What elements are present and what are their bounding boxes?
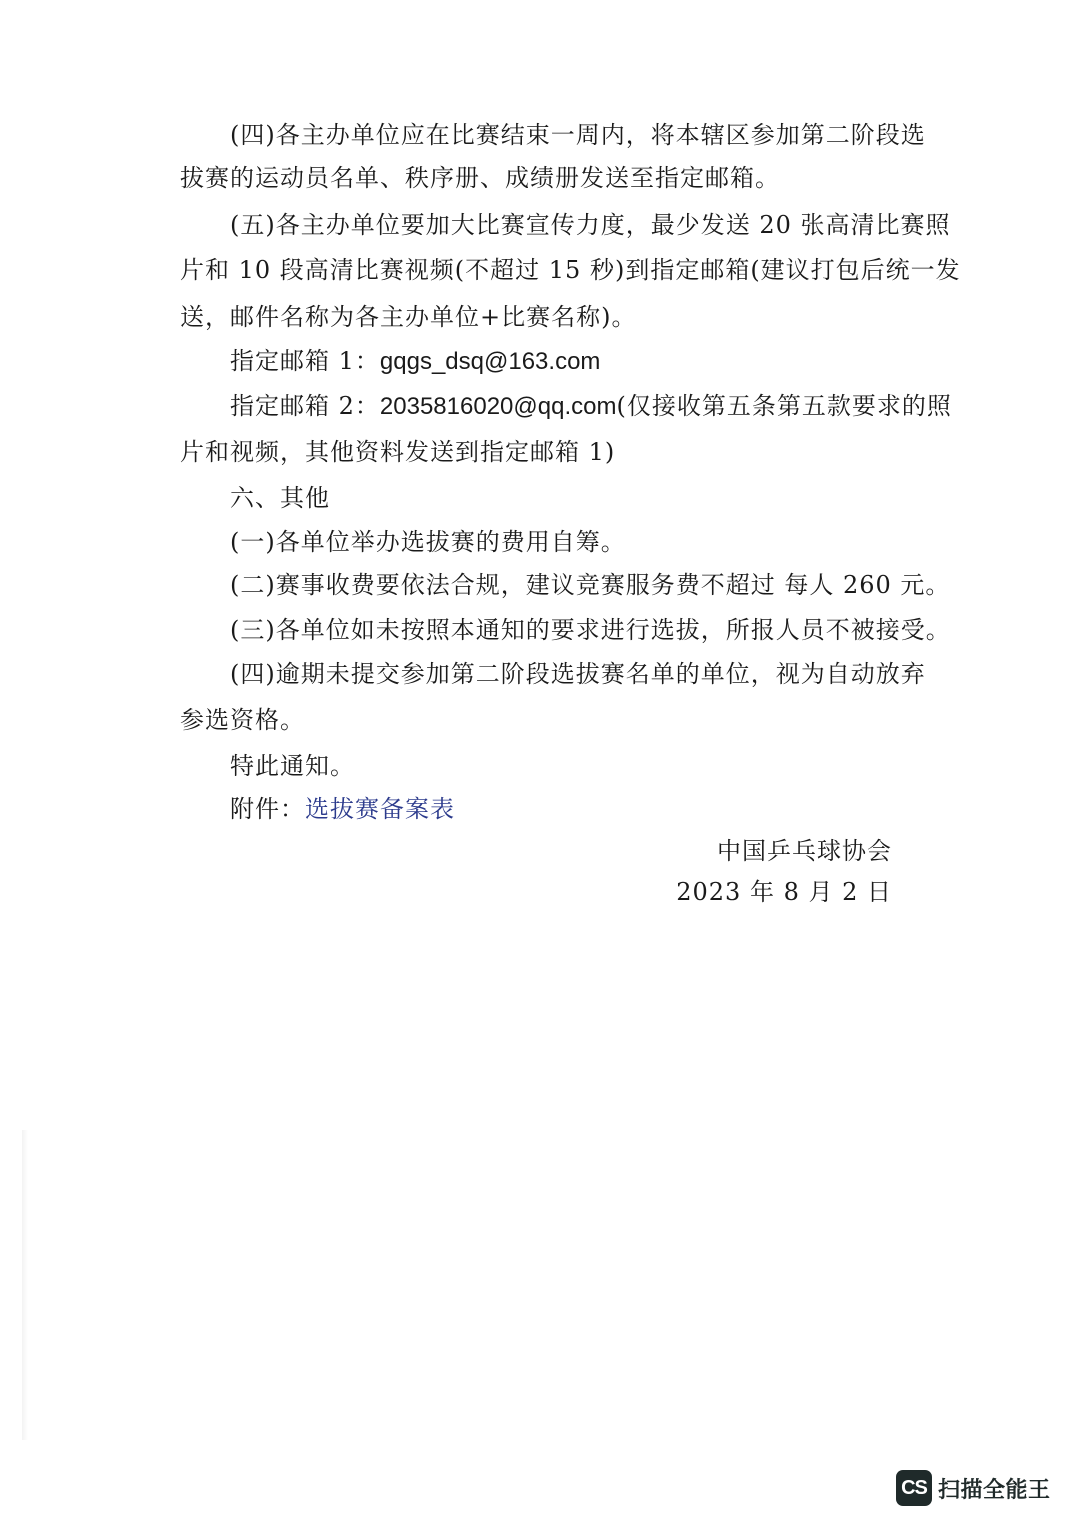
camscanner-logo-icon: CS bbox=[896, 1470, 932, 1506]
attachment-link[interactable]: 选拔赛备案表 bbox=[305, 795, 455, 823]
email-1-line bbox=[230, 346, 600, 377]
paragraph-5-line-3: 送，邮件名称为各主办单位+比赛名称)。 bbox=[180, 303, 637, 331]
paragraph-4-line-2: 拔赛的运动员名单、秩序册、成绩册发送至指定邮箱。 bbox=[180, 164, 780, 192]
section-6-item-3: (三)各单位如未按照本通知的要求进行选拔，所报人员不被接受。 bbox=[230, 616, 951, 644]
scanner-app-name: 扫描全能王 bbox=[938, 1477, 1051, 1503]
signature-organization: 中国乒乓球协会 bbox=[717, 837, 892, 865]
section-6-item-4-line-2: 参选资格。 bbox=[180, 706, 305, 734]
section-6-title: 六、其他 bbox=[230, 484, 330, 512]
paragraph-5-line-1: (五)各主办单位要加大比赛宣传力度，最少发送 20 张高清比赛照 bbox=[230, 211, 951, 239]
attachment-line bbox=[230, 794, 455, 824]
email-2-label: 指定邮箱 2： bbox=[230, 392, 380, 420]
paragraph-4-line-1: (四)各主办单位应在比赛结束一周内，将本辖区参加第二阶段选 bbox=[230, 121, 926, 149]
email-2-note-continued: 片和视频，其他资料发送到指定邮箱 1) bbox=[180, 438, 616, 466]
email-2-address: 2035816020@qq.com bbox=[379, 393, 617, 420]
scan-shadow-edge bbox=[22, 1130, 28, 1440]
scanner-watermark bbox=[896, 1468, 1051, 1508]
closing-text: 特此通知。 bbox=[230, 752, 355, 780]
paragraph-5-line-2: 片和 10 段高清比赛视频(不超过 15 秒)到指定邮箱(建议打包后统一发 bbox=[180, 256, 961, 284]
email-1-address: gqgs_dsq@163.com bbox=[379, 348, 601, 375]
signature-date: 2023 年 8 月 2 日 bbox=[676, 878, 892, 906]
section-6-item-4-line-1: (四)逾期未提交参加第二阶段选拔赛名单的单位，视为自动放弃 bbox=[230, 660, 926, 688]
section-6-item-1: (一)各单位举办选拔赛的费用自筹。 bbox=[230, 528, 626, 556]
email-1-label: 指定邮箱 1： bbox=[230, 347, 380, 375]
attachment-label: 附件： bbox=[230, 795, 305, 823]
section-6-item-2: (二)赛事收费要依法合规，建议竞赛服务费不超过 每人 260 元。 bbox=[230, 571, 951, 599]
email-2-line bbox=[230, 391, 952, 422]
email-2-note: (仅接收第五条第五款要求的照 bbox=[616, 392, 952, 420]
